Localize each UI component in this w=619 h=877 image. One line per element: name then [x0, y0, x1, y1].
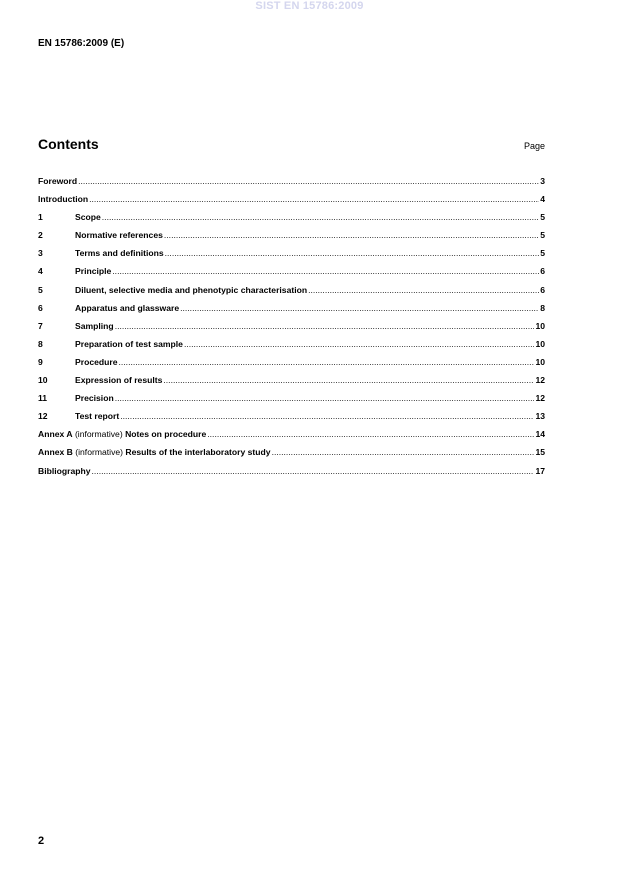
toc-entry[interactable] [38, 357, 545, 375]
toc-dot-leader [180, 303, 539, 313]
toc-entry-number: 11 [38, 393, 48, 404]
toc-entry-title-text: Foreword [38, 176, 78, 186]
toc-entry[interactable] [38, 230, 545, 248]
toc-entry-page: 13 [535, 411, 545, 422]
toc-entry-number: 8 [38, 338, 43, 349]
toc-entry-qualifier: (informative) [74, 429, 123, 440]
toc-dot-leader [89, 194, 539, 204]
toc-entry-title-text: Normative references [75, 230, 163, 241]
toc-dot-leader [115, 321, 535, 331]
toc-entry[interactable] [38, 194, 545, 212]
toc-entry-title [75, 375, 162, 385]
toc-entry-title-text: Apparatus and glassware [75, 302, 180, 313]
toc-entry-title-rest: Notes on procedure [125, 429, 207, 440]
toc-entry[interactable] [38, 321, 545, 339]
toc-entry-page: 8 [540, 302, 545, 313]
toc-entry-page: 10 [535, 356, 545, 367]
toc-entry[interactable] [38, 429, 545, 447]
toc-entry-title [75, 411, 119, 421]
toc-entry[interactable] [38, 248, 545, 266]
toc-entry-title-text: Principle [75, 266, 112, 277]
toc-entry[interactable] [38, 339, 545, 357]
toc-entry-number: 1 [38, 212, 43, 223]
toc-entry[interactable] [38, 375, 545, 393]
toc-dot-leader [163, 375, 534, 385]
toc-entry-title-text: Sampling [75, 320, 114, 331]
table-of-contents [38, 176, 545, 484]
toc-entry-title-rest: Results of the interlaboratory study [125, 447, 271, 458]
toc-entry-title [38, 194, 88, 204]
toc-entry-title-text: Procedure [75, 356, 118, 367]
toc-entry-title-text: Introduction [38, 194, 89, 205]
toc-entry[interactable] [38, 393, 545, 411]
toc-entry-title-text: Scope [75, 212, 101, 223]
toc-entry-page: 3 [540, 176, 545, 186]
toc-entry-number: 5 [38, 284, 43, 295]
toc-entry-title-text: Annex A [38, 429, 73, 440]
toc-entry-title [75, 357, 118, 367]
page-column-label: Page [523, 141, 545, 151]
toc-entry[interactable] [38, 303, 545, 321]
toc-entry-title [38, 429, 206, 439]
toc-entry-number: 12 [38, 411, 48, 422]
toc-entry-title-text: Precision [75, 393, 114, 404]
toc-dot-leader [165, 248, 540, 258]
toc-entry-title [38, 447, 271, 457]
toc-entry-title-text: Terms and definitions [75, 248, 164, 259]
toc-dot-leader [308, 285, 539, 295]
toc-dot-leader [120, 411, 534, 421]
toc-entry-title-text: Annex B [38, 447, 73, 458]
toc-entry-page: 10 [535, 320, 545, 331]
toc-entry-page: 15 [535, 447, 545, 458]
toc-entry[interactable] [38, 212, 545, 230]
toc-entry-title-text: Preparation of test sample [75, 338, 183, 349]
toc-entry-number: 10 [38, 375, 48, 386]
toc-entry[interactable] [38, 285, 545, 303]
toc-entry[interactable] [38, 447, 545, 465]
toc-entry-qualifier: (informative) [75, 447, 124, 458]
contents-title: Contents [38, 136, 99, 152]
toc-entry-number: 4 [38, 266, 43, 277]
toc-entry-number: 7 [38, 320, 43, 331]
toc-entry-page: 17 [535, 465, 545, 476]
toc-dot-leader [78, 176, 539, 186]
toc-dot-leader [164, 230, 539, 240]
toc-entry-title [75, 266, 111, 276]
toc-dot-leader [184, 339, 535, 349]
toc-entry-page: 5 [540, 212, 545, 223]
toc-entry-title-text: Test report [75, 411, 120, 422]
toc-dot-leader [119, 357, 535, 367]
toc-entry-title [75, 248, 164, 258]
toc-entry-number: 3 [38, 248, 43, 259]
toc-entry-page: 12 [535, 393, 545, 404]
toc-entry[interactable] [38, 466, 545, 484]
toc-entry[interactable] [38, 411, 545, 429]
toc-entry-page: 5 [540, 248, 545, 259]
toc-entry-number: 9 [38, 356, 43, 367]
toc-dot-leader [272, 447, 535, 457]
toc-entry-title [38, 176, 77, 186]
toc-entry-page: 6 [540, 266, 545, 277]
toc-entry-title [38, 466, 91, 476]
toc-entry-title [75, 321, 114, 331]
toc-dot-leader [102, 212, 539, 222]
toc-entry-title-text: Bibliography [38, 465, 91, 476]
toc-entry-title [75, 393, 114, 403]
document-id: EN 15786:2009 (E) [38, 38, 125, 49]
toc-entry-title [75, 212, 101, 222]
toc-entry-title-text: Expression of results [75, 375, 163, 386]
toc-dot-leader [207, 429, 534, 439]
toc-dot-leader [112, 266, 539, 276]
toc-entry[interactable] [38, 266, 545, 284]
toc-entry-number: 2 [38, 230, 43, 241]
toc-entry-page: 6 [540, 284, 545, 295]
toc-entry-number: 6 [38, 302, 43, 313]
toc-entry-title [75, 303, 179, 313]
toc-entry-title-text: Diluent, selective media and phenotypic characterisation [75, 284, 308, 295]
toc-dot-leader [92, 466, 535, 476]
toc-entry-title [75, 285, 307, 295]
toc-entry[interactable] [38, 176, 545, 194]
toc-entry-page: 12 [535, 375, 545, 386]
toc-entry-page: 14 [535, 429, 545, 440]
page-number: 2 [38, 835, 45, 847]
watermark: SIST EN 15786:2009 [255, 0, 364, 12]
toc-entry-page: 4 [540, 194, 545, 205]
toc-dot-leader [115, 393, 535, 403]
toc-entry-title [75, 339, 183, 349]
toc-entry-title [75, 230, 163, 240]
toc-entry-page: 5 [540, 230, 545, 241]
toc-entry-page: 10 [535, 338, 545, 349]
